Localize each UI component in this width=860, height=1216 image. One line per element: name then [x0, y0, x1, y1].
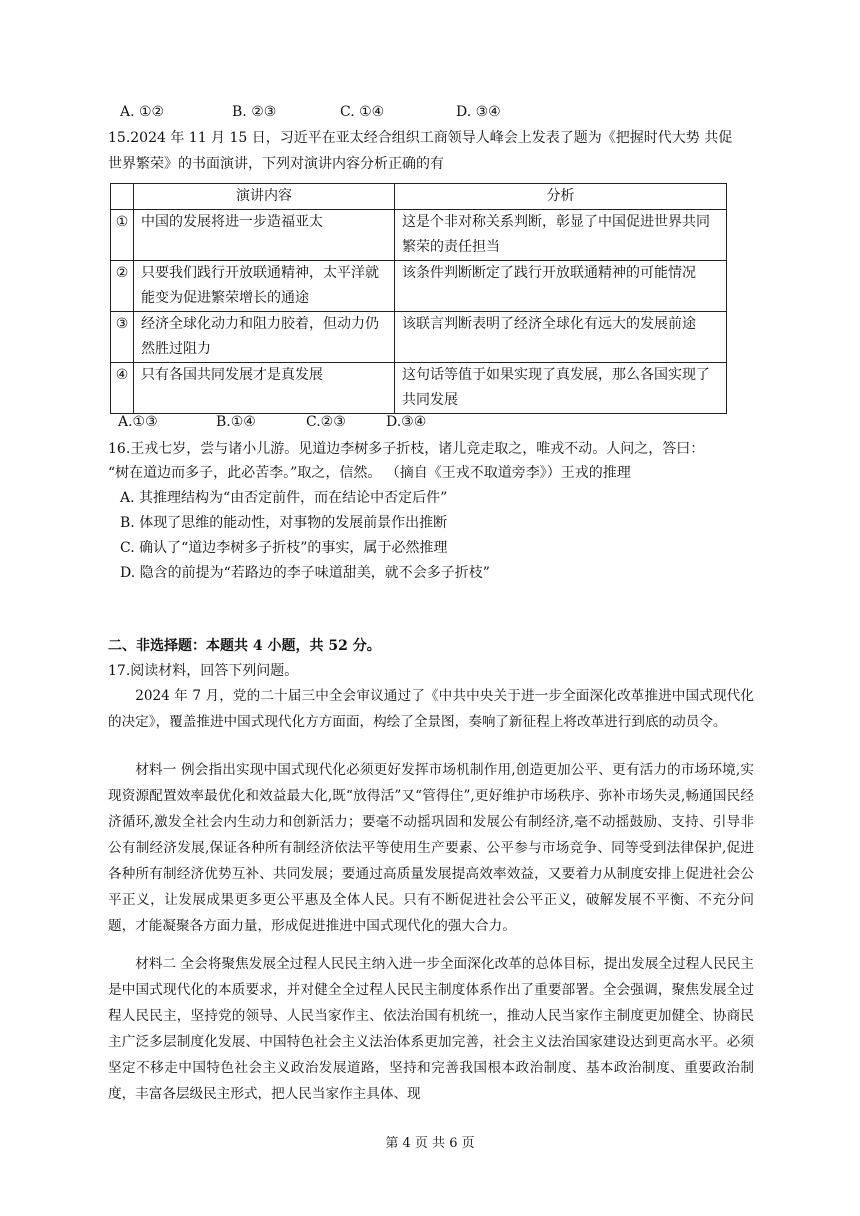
q16-option-a: A. 其推理结构为“由否定前件，而在结论中否定后件” — [120, 490, 448, 506]
q15-stem-line2: 世界繁荣》的书面演讲，下列对演讲内容分析正确的有 — [108, 156, 444, 172]
q17-stem: 17.阅读材料，回答下列问题。 — [108, 663, 299, 679]
q16-stem-line2: “树在道边而多子，此必苦李。”取之，信然。 （摘自《王戎不取道旁李》）王戎的推理 — [108, 465, 631, 481]
table-header-row — [111, 184, 727, 210]
row-number: ① — [111, 210, 134, 261]
row-number: ② — [111, 261, 134, 312]
q15-option-d: D.③④ — [386, 414, 427, 430]
q14-option-d: D. ③④ — [456, 104, 501, 120]
q16-stem-line1: 16.王戎七岁，尝与诸小儿游。见道边李树多子折枝，诸儿竞走取之，唯戎不动。人问之，答曰： — [108, 441, 705, 457]
row-analysis: 这是个非对称关系判断，彰显了中国促进世界共同繁荣的责任担当 — [395, 210, 727, 261]
table-row — [111, 210, 727, 261]
row-content: 经济全球化动力和阻力胶着，但动力仍然胜过阻力 — [134, 312, 395, 363]
q15-table — [110, 183, 727, 414]
q16-option-d: D. 隐含的前提为“若路边的李子味道甜美，就不会多子折枝” — [120, 565, 490, 581]
table-row — [111, 261, 727, 312]
q14-option-c: C. ①④ — [340, 104, 385, 120]
q17-material-2: 材料二 全会将聚焦发展全过程人民民主纳入进一步全面深化改革的总体目标，提出发展全过程人民民主是中国式现代化的本质要求，并对健全全过程人民民主制度体系作出了重要部署。全会强调，聚焦发展全过程人民民主，坚持党的领导、人民当家作主、依法治国有机统一，推动人民当家作主制度更加健全、协商民主广泛多层制度化发展、中国特色社会主义法治体系更加完善，社会主义法治国家建设达到更高水平。必须坚定不移走中国特色社会主义政治发展道路，坚持和完善我国根本政治制度、基本政治制度、重要政治制度，丰富各层级民主形式，把人民当家作主具体、现 — [108, 956, 754, 1102]
q17-intro: 2024 年 7 月，党的二十届三中全会审议通过了《中共中央关于进一步全面深化改革推进中国式现代化的决定》，覆盖推进中国式现代化方方面面，构绘了全景图，奏响了新征程上将改革进行到底的动员令。 — [108, 688, 754, 730]
table-row — [111, 312, 727, 363]
row-analysis: 该联言判断表明了经济全球化有远大的发展前途 — [395, 312, 727, 363]
q14-option-b: B. ②③ — [232, 104, 277, 120]
row-content: 中国的发展将进一步造福亚太 — [134, 210, 395, 261]
q15-option-c: C.②③ — [306, 414, 346, 430]
row-number: ③ — [111, 312, 134, 363]
row-content: 只要我们践行开放联通精神，太平洋就能变为促进繁荣增长的通途 — [134, 261, 395, 312]
q14-options — [120, 102, 501, 122]
q16-option-c: C. 确认了“道边李树多子折枝”的事实，属于必然推理 — [120, 540, 448, 556]
q15-option-a: A.①③ — [118, 414, 158, 430]
row-analysis: 该条件判断断定了践行开放联通精神的可能情况 — [395, 261, 727, 312]
q15-stem-line1: 15.2024 年 11 月 15 日，习近平在亚太经合组织工商领导人峰会上发表了题为《把握时代大势 共促 — [108, 130, 733, 146]
q15-option-b: B.①④ — [216, 414, 256, 430]
row-analysis: 这句话等值于如果实现了真发展，那么各国实现了共同发展 — [395, 363, 727, 414]
q14-option-a: A. ①② — [120, 104, 165, 120]
q16-option-b: B. 体现了思维的能动性，对事物的发展前景作出推断 — [120, 515, 448, 531]
row-number: ④ — [111, 363, 134, 414]
section-title: 二、非选择题：本题共 4 小题，共 52 分。 — [108, 638, 381, 654]
table-header-analysis: 分析 — [395, 184, 727, 210]
table-row — [111, 363, 727, 414]
table-header-content: 演讲内容 — [134, 184, 395, 210]
page-footer: 第 4 页 共 6 页 — [385, 1136, 475, 1151]
q15-options — [118, 412, 426, 432]
row-content: 只有各国共同发展才是真发展 — [134, 363, 395, 414]
q17-material-1: 材料一 例会指出实现中国式现代化必须更好发挥市场机制作用,创造更加公平、更有活力的市场环境,实现资源配置效率最优化和效益最大化,既“放得活”又“管得住”,更好维护市场秩序、弥补市场失灵,畅通国民经济循环,激发全社会内生动力和创新活力；要毫不动摇巩固和发展公有制经济,毫不动摇鼓励、支持、引导非公有制经济发展,保证各种所有制经济依法平等使用生产要素、公平参与市场竞争、同等受到法律保护,促进各种所有制经济优势互补、共同发展；要通过高质量发展提高效率效益，又要着力从制度安排上促进社会公平正义，让发展成果更多更公平惠及全体人民。只有不断促进社会公平正义，破解发展不平衡、不充分问题，才能凝聚各方面力量，形成促进推进中国式现代化的强大合力。 — [108, 762, 754, 934]
